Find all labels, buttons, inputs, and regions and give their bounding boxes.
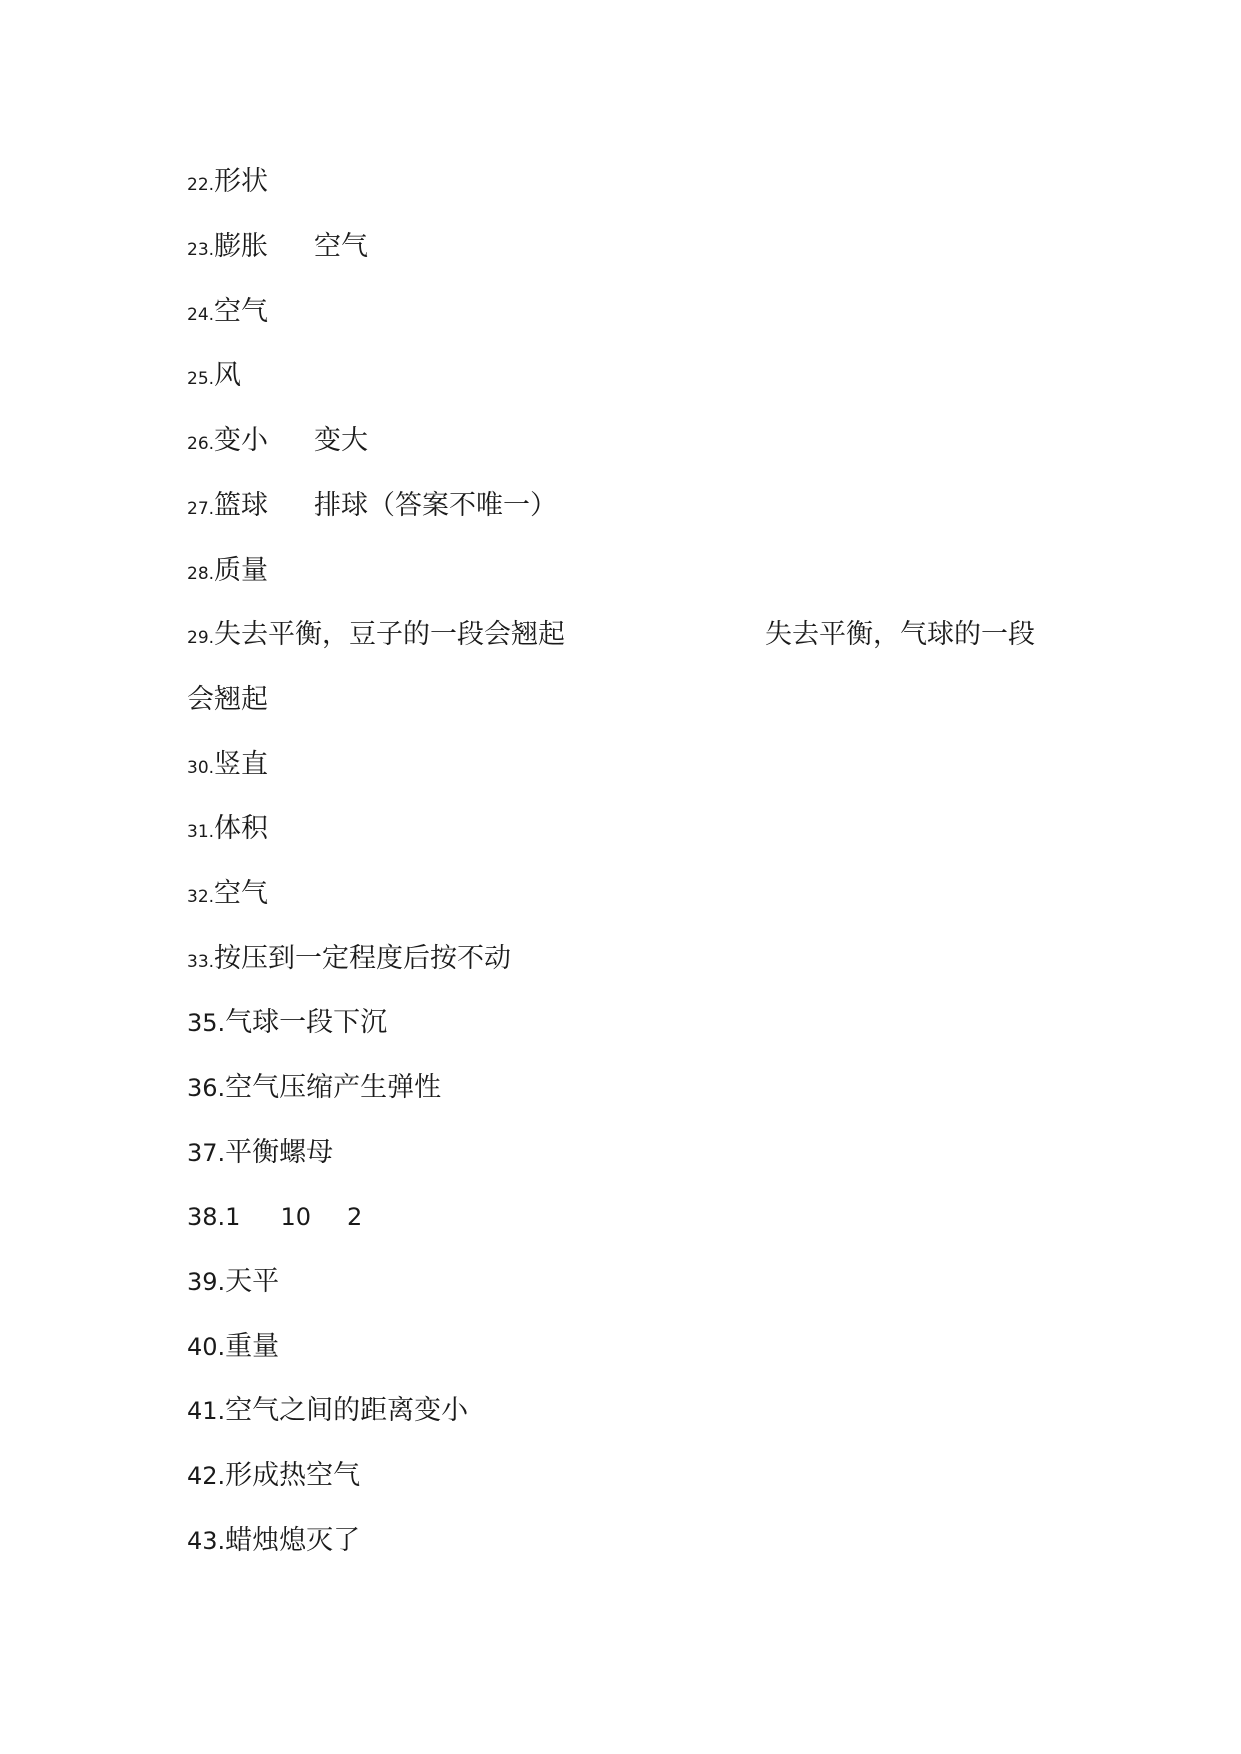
answer-line-24 (187, 294, 268, 333)
answer-text: 篮球 (214, 490, 269, 521)
answer-line-31 (187, 811, 268, 850)
answer-number: 29. (187, 628, 215, 648)
answer-text: 按压到一定程度后按不动 (214, 943, 512, 974)
answer-text: 变小 (214, 425, 269, 456)
answer-line-37 (187, 1135, 333, 1171)
answer-line-22 (187, 164, 268, 203)
answer-text: 平衡螺母 (225, 1137, 334, 1168)
answer-number: 38. (187, 1203, 226, 1231)
answer-text: 空气之间的距离变小 (225, 1395, 469, 1426)
answer-value: 10 (280, 1203, 311, 1231)
answer-text: 天平 (225, 1266, 280, 1297)
answer-number: 42. (187, 1462, 226, 1490)
answer-line-23 (187, 229, 368, 268)
answer-line-29-second-part (765, 617, 1035, 653)
answer-number: 33. (187, 952, 215, 972)
answer-value: 2 (347, 1203, 363, 1231)
answer-line-29-continuation (187, 682, 268, 718)
answer-text: 体积 (214, 813, 269, 844)
answer-text: 质量 (214, 555, 269, 586)
answer-value: 1 (225, 1203, 241, 1231)
answer-text: 蜡烛熄灭了 (225, 1525, 361, 1556)
answer-text: 形状 (214, 166, 269, 197)
answer-number: 32. (187, 887, 215, 907)
answer-text: 膨胀 (214, 231, 269, 262)
answer-text: 空气 (214, 296, 269, 327)
answer-number: 39. (187, 1268, 226, 1296)
answer-number: 31. (187, 822, 215, 842)
answer-number: 28. (187, 564, 215, 584)
answer-text: 排球（答案不唯一） (314, 490, 558, 521)
answer-text: 形成热空气 (225, 1460, 361, 1491)
answer-number: 24. (187, 305, 215, 325)
answer-number: 37. (187, 1139, 226, 1167)
answer-number: 27. (187, 499, 215, 519)
answer-text: 失去平衡，气球的一段 (765, 619, 1035, 650)
answer-number: 41. (187, 1397, 226, 1425)
answer-line-40 (187, 1329, 279, 1365)
answer-text: 空气压缩产生弹性 (225, 1072, 442, 1103)
answer-text: 失去平衡，豆子的一段会翘起 (214, 619, 566, 650)
answer-text: 气球一段下沉 (225, 1007, 388, 1038)
answer-line-26 (187, 423, 368, 462)
answer-text: 会翘起 (187, 684, 268, 715)
answer-text: 竖直 (214, 749, 269, 780)
answer-line-29 (187, 617, 565, 656)
answer-number: 22. (187, 175, 215, 195)
answer-line-27 (187, 488, 557, 527)
answer-number: 25. (187, 369, 215, 389)
answer-line-25 (187, 358, 241, 397)
answer-number: 43. (187, 1527, 226, 1555)
answer-number: 26. (187, 434, 215, 454)
answer-line-38 (187, 1199, 362, 1235)
answer-number: 36. (187, 1074, 226, 1102)
answer-line-43 (187, 1523, 360, 1559)
answer-text: 变大 (314, 425, 369, 456)
answer-text: 空气 (314, 231, 369, 262)
answer-text: 重量 (225, 1331, 280, 1362)
answer-line-35 (187, 1005, 387, 1041)
answer-line-28 (187, 553, 268, 592)
answer-line-30 (187, 747, 268, 786)
answer-line-33 (187, 941, 511, 980)
answer-number: 23. (187, 240, 215, 260)
answer-number: 30. (187, 758, 215, 778)
answer-number: 40. (187, 1333, 226, 1361)
answer-line-41 (187, 1393, 468, 1429)
answer-line-42 (187, 1458, 360, 1494)
answer-text: 风 (214, 360, 242, 391)
answer-line-39 (187, 1264, 279, 1300)
answer-number: 35. (187, 1009, 226, 1037)
answer-line-32 (187, 876, 268, 915)
answer-line-36 (187, 1070, 441, 1106)
answer-text: 空气 (214, 878, 269, 909)
